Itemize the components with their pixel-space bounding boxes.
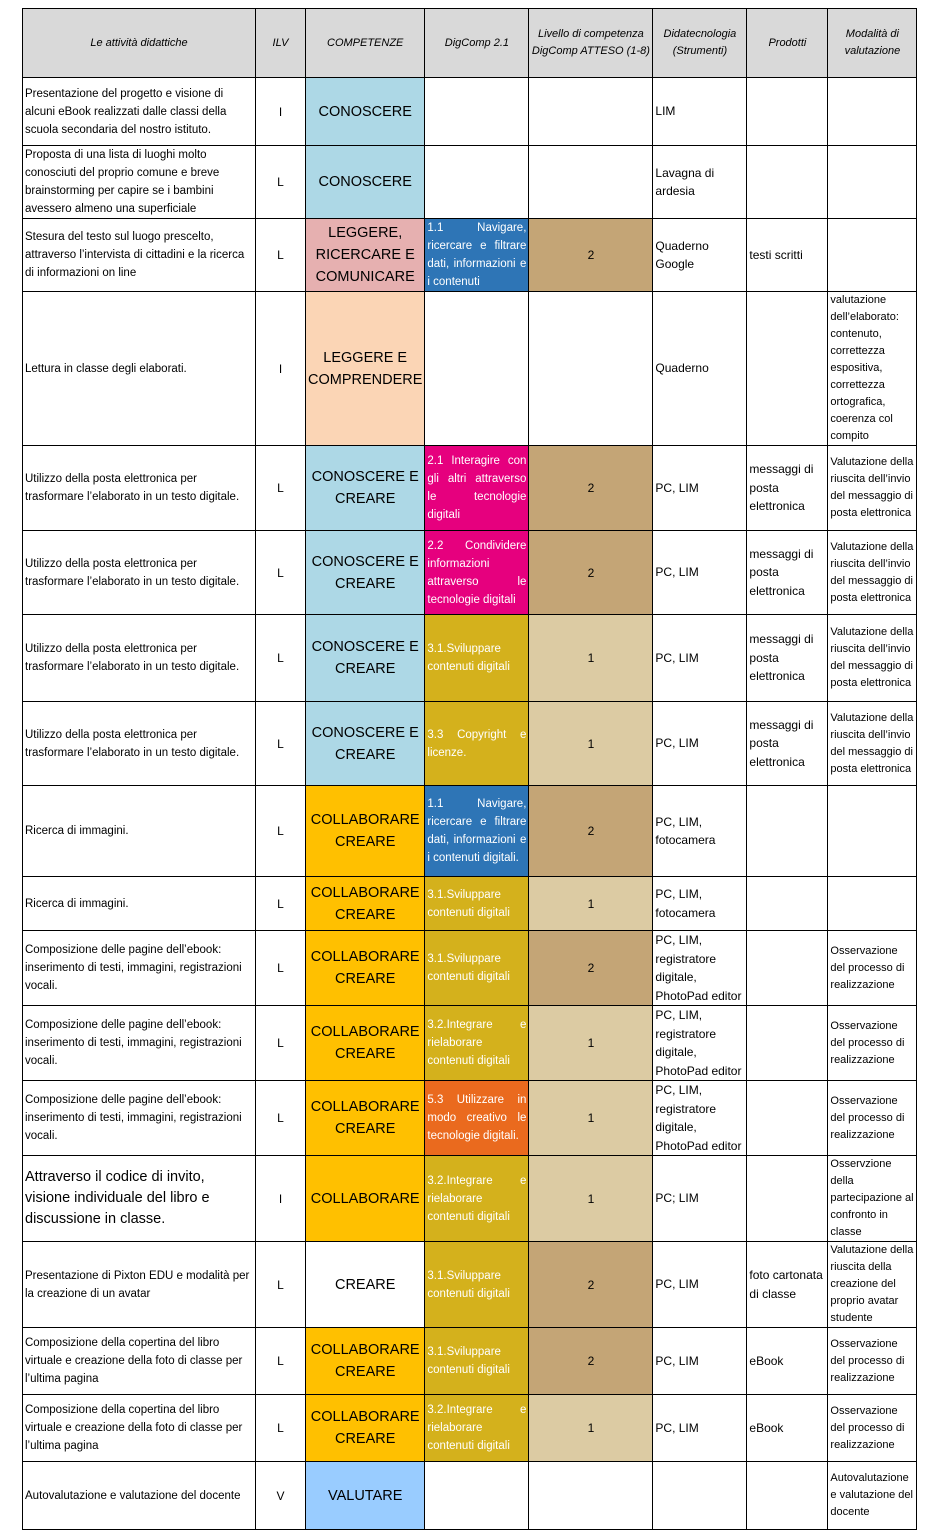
digcomp-cell: 3.1.Sviluppare contenuti digitali [425, 931, 529, 1006]
level-cell: 1 [529, 615, 653, 702]
level-cell: 1 [529, 1156, 653, 1242]
evaluation-cell [828, 786, 917, 877]
table-row [23, 1156, 917, 1242]
evaluation-cell: Osservazione del processo di realizzazione [828, 931, 917, 1006]
level-cell [529, 1462, 653, 1530]
products-cell: foto cartonata di classe [747, 1242, 828, 1328]
tools-cell: PC, LIM [653, 1242, 747, 1328]
digcomp-cell: 3.1.Sviluppare contenuti digitali [425, 615, 529, 702]
products-cell: messaggi di posta elettronica [747, 615, 828, 702]
activity-cell: Presentazione di Pixton EDU e modalità per la creazione di un avatar [23, 1242, 256, 1328]
table-row [23, 78, 917, 146]
digcomp-cell [425, 1462, 529, 1530]
evaluation-cell [828, 146, 917, 219]
ilv-cell: L [256, 1328, 306, 1395]
level-cell: 1 [529, 1081, 653, 1156]
table-row [23, 446, 917, 531]
ilv-cell: L [256, 931, 306, 1006]
activity-cell: Composizione delle pagine dell’ebook: inserimento di testi, immagini, registrazioni vocali. [23, 931, 256, 1006]
tools-cell: PC, LIM, registratore digitale, PhotoPad editor [653, 1006, 747, 1081]
level-cell: 1 [529, 1395, 653, 1462]
header-products: Prodotti [747, 9, 828, 78]
table-row [23, 1328, 917, 1395]
products-cell [747, 1081, 828, 1156]
ilv-cell: L [256, 1242, 306, 1328]
activity-cell: Ricerca di immagini. [23, 786, 256, 877]
products-cell [747, 931, 828, 1006]
ilv-cell: I [256, 292, 306, 446]
tools-cell: PC, LIM [653, 615, 747, 702]
ilv-cell: L [256, 146, 306, 219]
products-cell [747, 877, 828, 931]
level-cell [529, 78, 653, 146]
activity-cell: Ricerca di immagini. [23, 877, 256, 931]
ilv-cell: L [256, 1081, 306, 1156]
tools-cell: Quaderno [653, 292, 747, 446]
evaluation-cell [828, 78, 917, 146]
evaluation-cell: Valutazione della riuscita dell’invio del messaggio di posta elettronica [828, 531, 917, 615]
header-row [23, 9, 917, 78]
digcomp-cell [425, 292, 529, 446]
level-cell: 1 [529, 877, 653, 931]
table-row [23, 146, 917, 219]
evaluation-cell [828, 219, 917, 292]
ilv-cell: L [256, 615, 306, 702]
level-cell: 1 [529, 1006, 653, 1081]
table-row [23, 615, 917, 702]
products-cell [747, 292, 828, 446]
competence-cell: COLLABORARE CREARE [306, 1006, 425, 1081]
competence-cell: CONOSCERE E CREARE [306, 446, 425, 531]
header-evaluation: Modalità di valutazione [828, 9, 917, 78]
level-cell: 2 [529, 1242, 653, 1328]
products-cell [747, 1156, 828, 1242]
ilv-cell: L [256, 786, 306, 877]
products-cell: eBook [747, 1328, 828, 1395]
digcomp-cell: 2.2 Condividere informazioni attraverso le tecnologie digitali [425, 531, 529, 615]
evaluation-cell: Valutazione della riuscita dell’invio del messaggio di posta elettronica [828, 702, 917, 786]
level-cell: 2 [529, 1328, 653, 1395]
tools-cell: PC, LIM [653, 1328, 747, 1395]
competence-cell: CONOSCERE [306, 146, 425, 219]
tools-cell: PC, LIM [653, 702, 747, 786]
activity-cell: Utilizzo della posta elettronica per trasformare l’elaborato in un testo digitale. [23, 531, 256, 615]
competence-cell: COLLABORARE CREARE [306, 1081, 425, 1156]
products-cell: messaggi di posta elettronica [747, 702, 828, 786]
competence-cell: CONOSCERE [306, 78, 425, 146]
activity-cell: Lettura in classe degli elaborati. [23, 292, 256, 446]
ilv-cell: I [256, 1156, 306, 1242]
activity-table [22, 8, 917, 1530]
table-row [23, 877, 917, 931]
header-tools: Didatecnologia (Strumenti) [653, 9, 747, 78]
table-row [23, 219, 917, 292]
digcomp-cell: 3.1.Sviluppare contenuti digitali [425, 1328, 529, 1395]
evaluation-cell: Osservazione del processo di realizzazione [828, 1395, 917, 1462]
ilv-cell: L [256, 219, 306, 292]
evaluation-cell: Osservzione della partecipazione al confronto in classe [828, 1156, 917, 1242]
competence-cell: CONOSCERE E CREARE [306, 615, 425, 702]
products-cell: messaggi di posta elettronica [747, 446, 828, 531]
header-digcomp: DigComp 2.1 [425, 9, 529, 78]
products-cell: messaggi di posta elettronica [747, 531, 828, 615]
ilv-cell: L [256, 1006, 306, 1081]
digcomp-cell: 3.2.Integrare e rielaborare contenuti digitali [425, 1156, 529, 1242]
evaluation-cell: Autovalutazione e valutazione del docente [828, 1462, 917, 1530]
evaluation-cell: Valutazione della riuscita dell’invio del messaggio di posta elettronica [828, 446, 917, 531]
evaluation-cell: Osservazione del processo di realizzazione [828, 1081, 917, 1156]
level-cell: 2 [529, 446, 653, 531]
table-row [23, 702, 917, 786]
competence-cell: CREARE [306, 1242, 425, 1328]
activity-cell: Stesura del testo sul luogo prescelto, attraverso l’intervista di cittadini e la ricerca di informazioni on line [23, 219, 256, 292]
activity-cell: Autovalutazione e valutazione del docente [23, 1462, 256, 1530]
tools-cell [653, 1462, 747, 1530]
evaluation-cell [828, 877, 917, 931]
tools-cell: PC, LIM, fotocamera [653, 877, 747, 931]
evaluation-cell: Valutazione della riuscita dell’invio del messaggio di posta elettronica [828, 615, 917, 702]
level-cell: 2 [529, 531, 653, 615]
evaluation-cell: Osservazione del processo di realizzazione [828, 1006, 917, 1081]
activity-cell: Composizione delle pagine dell’ebook: inserimento di testi, immagini, registrazioni vocali. [23, 1006, 256, 1081]
table-row [23, 1081, 917, 1156]
digcomp-cell: 2.1 Interagire con gli altri attraverso le tecnologie digitali [425, 446, 529, 531]
tools-cell: PC, LIM, registratore digitale, PhotoPad editor [653, 1081, 747, 1156]
competence-cell: COLLABORARE CREARE [306, 877, 425, 931]
ilv-cell: L [256, 1395, 306, 1462]
level-cell: 2 [529, 931, 653, 1006]
tools-cell: PC, LIM [653, 531, 747, 615]
competence-cell: VALUTARE [306, 1462, 425, 1530]
tools-cell: PC, LIM [653, 446, 747, 531]
activity-cell: Composizione della copertina del libro virtuale e creazione della foto di classe per l’ultima pagina [23, 1395, 256, 1462]
activity-cell: Presentazione del progetto e visione di alcuni eBook realizzati dalle classi della scuola secondaria del nostro istituto. [23, 78, 256, 146]
competence-cell: COLLABORARE CREARE [306, 931, 425, 1006]
evaluation-cell: valutazione dell’elaborato: contenuto, correttezza espositiva, correttezza ortografica, coerenza col compito [828, 292, 917, 446]
header-ilv: ILV [256, 9, 306, 78]
competence-cell: CONOSCERE E CREARE [306, 531, 425, 615]
digcomp-cell: 1.1 Navigare, ricercare e filtrare dati, informazioni e i contenuti digitali. [425, 786, 529, 877]
header-competences: COMPETENZE [306, 9, 425, 78]
digcomp-cell: 3.1.Sviluppare contenuti digitali [425, 1242, 529, 1328]
ilv-cell: I [256, 78, 306, 146]
competence-cell: COLLABORARE CREARE [306, 1328, 425, 1395]
tools-cell: PC, LIM [653, 1395, 747, 1462]
competence-cell: COLLABORARE CREARE [306, 1395, 425, 1462]
digcomp-cell: 3.3 Copyright e licenze. [425, 702, 529, 786]
ilv-cell: L [256, 531, 306, 615]
tools-cell: PC, LIM, fotocamera [653, 786, 747, 877]
competence-cell: LEGGERE, RICERCARE E COMUNICARE [306, 219, 425, 292]
table-row [23, 1006, 917, 1081]
products-cell: testi scritti [747, 219, 828, 292]
header-level: Livello di competenza DigComp ATTESO (1-8) [529, 9, 653, 78]
level-cell [529, 292, 653, 446]
tools-cell: PC, LIM, registratore digitale, PhotoPad editor [653, 931, 747, 1006]
activity-cell: Composizione della copertina del libro virtuale e creazione della foto di classe per l’ultima pagina [23, 1328, 256, 1395]
digcomp-cell: 3.2.Integrare e rielaborare contenuti digitali [425, 1395, 529, 1462]
tools-cell: PC; LIM [653, 1156, 747, 1242]
header-activities: Le attività didattiche [23, 9, 256, 78]
table-row [23, 1242, 917, 1328]
competence-cell: COLLABORARE CREARE [306, 786, 425, 877]
ilv-cell: V [256, 1462, 306, 1530]
tools-cell: Lavagna di ardesia [653, 146, 747, 219]
evaluation-cell: Osservazione del processo di realizzazione [828, 1328, 917, 1395]
tools-cell: LIM [653, 78, 747, 146]
tools-cell: Quaderno Google [653, 219, 747, 292]
table-row [23, 292, 917, 446]
competence-cell: LEGGERE E COMPRENDERE [306, 292, 425, 446]
evaluation-cell: Valutazione della riuscita della creazione del proprio avatar studente [828, 1242, 917, 1328]
products-cell [747, 786, 828, 877]
activity-cell: Utilizzo della posta elettronica per trasformare l’elaborato in un testo digitale. [23, 702, 256, 786]
table-row [23, 931, 917, 1006]
level-cell: 1 [529, 702, 653, 786]
products-cell [747, 1006, 828, 1081]
table-row [23, 531, 917, 615]
activity-cell: Proposta di una lista di luoghi molto conosciuti del proprio comune e breve brainstorming per capire se i bambini avessero almeno una superficiale [23, 146, 256, 219]
products-cell [747, 146, 828, 219]
activity-cell: Utilizzo della posta elettronica per trasformare l’elaborato in un testo digitale. [23, 446, 256, 531]
competence-cell: CONOSCERE E CREARE [306, 702, 425, 786]
digcomp-cell: 3.2.Integrare e rielaborare contenuti digitali [425, 1006, 529, 1081]
ilv-cell: L [256, 877, 306, 931]
ilv-cell: L [256, 702, 306, 786]
table-row [23, 786, 917, 877]
level-cell: 2 [529, 219, 653, 292]
level-cell: 2 [529, 786, 653, 877]
products-cell [747, 78, 828, 146]
table-row [23, 1395, 917, 1462]
digcomp-cell: 5.3 Utilizzare in modo creativo le tecnologie digitali. [425, 1081, 529, 1156]
digcomp-cell [425, 78, 529, 146]
digcomp-cell: 3.1.Sviluppare contenuti digitali [425, 877, 529, 931]
digcomp-cell [425, 146, 529, 219]
products-cell [747, 1462, 828, 1530]
products-cell: eBook [747, 1395, 828, 1462]
activity-cell: Attraverso il codice di invito, visione individuale del libro e discussione in classe. [23, 1156, 256, 1242]
level-cell [529, 146, 653, 219]
table-row [23, 1462, 917, 1530]
digcomp-cell: 1.1 Navigare, ricercare e filtrare dati, informazioni e i contenuti [425, 219, 529, 292]
competence-cell: COLLABORARE [306, 1156, 425, 1242]
activity-cell: Composizione delle pagine dell’ebook: inserimento di testi, immagini, registrazioni vocali. [23, 1081, 256, 1156]
activity-cell: Utilizzo della posta elettronica per trasformare l’elaborato in un testo digitale. [23, 615, 256, 702]
ilv-cell: L [256, 446, 306, 531]
